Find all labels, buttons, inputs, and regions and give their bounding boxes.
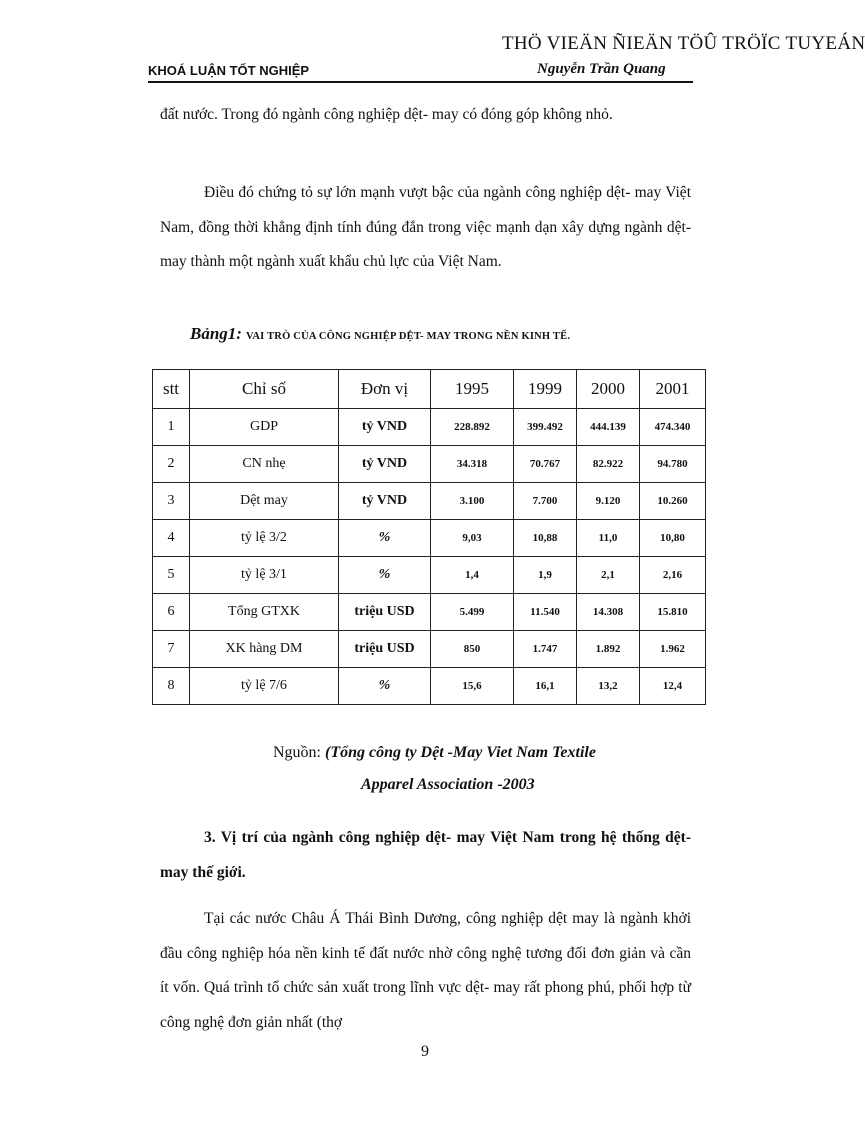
indicator-name-cell: tỷ lệ 3/1 bbox=[190, 557, 339, 594]
table-header-cell: stt bbox=[153, 370, 190, 409]
indicator-name-cell: Tổng GTXK bbox=[190, 594, 339, 631]
row-index-cell: 8 bbox=[153, 668, 190, 705]
row-index-cell: 7 bbox=[153, 631, 190, 668]
value-2001-cell: 10,80 bbox=[640, 520, 706, 557]
table-header-cell: 1999 bbox=[514, 370, 577, 409]
table-header-row bbox=[153, 370, 706, 409]
row-index-cell: 3 bbox=[153, 483, 190, 520]
unit-cell: triệu USD bbox=[339, 631, 431, 668]
watermark-header: THÖ VIEÄN ÑIEÄN TÖÛ TRÖÏC TUYEÁN bbox=[502, 33, 865, 54]
row-index-cell: 6 bbox=[153, 594, 190, 631]
page-number: 9 bbox=[421, 1043, 429, 1060]
value-2001-cell: 1.962 bbox=[640, 631, 706, 668]
row-index-cell: 2 bbox=[153, 446, 190, 483]
indicator-name-cell: tỷ lệ 7/6 bbox=[190, 668, 339, 705]
paragraph-asia-pacific bbox=[160, 902, 691, 1040]
unit-cell: % bbox=[339, 557, 431, 594]
value-2001-cell: 94.780 bbox=[640, 446, 706, 483]
section-heading bbox=[160, 821, 691, 890]
unit-cell: tỷ VND bbox=[339, 409, 431, 446]
value-2001-cell: 2,16 bbox=[640, 557, 706, 594]
value-1995-cell: 850 bbox=[431, 631, 514, 668]
unit-cell: triệu USD bbox=[339, 594, 431, 631]
value-1995-cell: 9,03 bbox=[431, 520, 514, 557]
table-row bbox=[153, 409, 706, 446]
table-header-cell: Đơn vị bbox=[339, 370, 431, 409]
indicator-name-cell: GDP bbox=[190, 409, 339, 446]
value-1999-cell: 16,1 bbox=[514, 668, 577, 705]
table-row bbox=[153, 668, 706, 705]
table-header-cell: Chỉ số bbox=[190, 370, 339, 409]
table-row bbox=[153, 594, 706, 631]
indicator-name-cell: XK hàng DM bbox=[190, 631, 339, 668]
table-caption-label: Bảng1 bbox=[190, 324, 237, 343]
value-2001-cell: 474.340 bbox=[640, 409, 706, 446]
source-citation-line1: (Tổng công ty Dệt -May Viet Nam Textile bbox=[325, 744, 596, 761]
value-2001-cell: 10.260 bbox=[640, 483, 706, 520]
unit-cell: tỷ VND bbox=[339, 446, 431, 483]
section-heading-text: 3. Vị trí của ngành công nghiệp dệt- may Việt Nam trong hệ thống dệt- may thế giới. bbox=[160, 829, 691, 881]
value-2000-cell: 444.139 bbox=[577, 409, 640, 446]
table-caption-text: VAI TRÒ CỦA CÔNG NGHIỆP DỆT- MAY TRONG NỀN KINH TẾ. bbox=[245, 331, 571, 342]
value-2000-cell: 2,1 bbox=[577, 557, 640, 594]
paragraph-asia-pacific-text: Tại các nước Châu Á Thái Bình Dương, công nghiệp dệt may là ngành khởi đầu công nghiệp hóa nền kinh tế đất nước nhờ công nghệ tương đối đơn giản và cần ít vốn. Quá trình tổ chức sản xuất trong lĩnh vực dệt- may rất phong phú, phối hợp từ công nghệ đơn giản nhất (thợ bbox=[160, 910, 691, 1031]
unit-cell: tỷ VND bbox=[339, 483, 431, 520]
value-1999-cell: 7.700 bbox=[514, 483, 577, 520]
table-row bbox=[153, 557, 706, 594]
value-2001-cell: 15.810 bbox=[640, 594, 706, 631]
unit-cell: % bbox=[339, 520, 431, 557]
unit-cell: % bbox=[339, 668, 431, 705]
paragraph-significance-text: Điều đó chứng tỏ sự lớn mạnh vượt bậc của ngành công nghiệp dệt- may Việt Nam, đồng thời khẳng định tính đúng đắn trong việc mạnh dạn xây dựng ngành dệt- may thành một ngành xuất khẩu chủ lực của Việt Nam. bbox=[160, 184, 691, 270]
table-row bbox=[153, 483, 706, 520]
value-1995-cell: 3.100 bbox=[431, 483, 514, 520]
value-2000-cell: 1.892 bbox=[577, 631, 640, 668]
value-1995-cell: 5.499 bbox=[431, 594, 514, 631]
value-1995-cell: 34.318 bbox=[431, 446, 514, 483]
value-1999-cell: 70.767 bbox=[514, 446, 577, 483]
value-1995-cell: 15,6 bbox=[431, 668, 514, 705]
table-caption bbox=[190, 324, 570, 344]
header-thesis-label: KHOÁ LUẬN TỐT NGHIỆP bbox=[148, 63, 310, 78]
table-row bbox=[153, 446, 706, 483]
value-1999-cell: 11.540 bbox=[514, 594, 577, 631]
row-index-cell: 1 bbox=[153, 409, 190, 446]
header-author-name: Nguyễn Trần Quang bbox=[537, 61, 666, 77]
indicator-name-cell: Dệt may bbox=[190, 483, 339, 520]
source-citation-line2: Apparel Association -2003 bbox=[361, 776, 535, 793]
table-row bbox=[153, 520, 706, 557]
table-row bbox=[153, 631, 706, 668]
value-1999-cell: 1,9 bbox=[514, 557, 577, 594]
data-table bbox=[152, 369, 706, 705]
value-2000-cell: 14.308 bbox=[577, 594, 640, 631]
value-2000-cell: 11,0 bbox=[577, 520, 640, 557]
table-caption-separator: : bbox=[236, 324, 242, 343]
value-2001-cell: 12,4 bbox=[640, 668, 706, 705]
value-1995-cell: 1,4 bbox=[431, 557, 514, 594]
value-2000-cell: 13,2 bbox=[577, 668, 640, 705]
indicator-name-cell: CN nhẹ bbox=[190, 446, 339, 483]
paragraph-intro: đất nước. Trong đó ngành công nghiệp dệt- may có đóng góp không nhỏ. bbox=[160, 106, 613, 123]
source-prefix: Nguồn: bbox=[273, 744, 325, 761]
source-line-2 bbox=[361, 776, 535, 794]
value-1999-cell: 1.747 bbox=[514, 631, 577, 668]
row-index-cell: 5 bbox=[153, 557, 190, 594]
table-header-cell: 2000 bbox=[577, 370, 640, 409]
value-2000-cell: 9.120 bbox=[577, 483, 640, 520]
table-header-cell: 2001 bbox=[640, 370, 706, 409]
value-2000-cell: 82.922 bbox=[577, 446, 640, 483]
value-1999-cell: 399.492 bbox=[514, 409, 577, 446]
row-index-cell: 4 bbox=[153, 520, 190, 557]
indicator-name-cell: tỷ lệ 3/2 bbox=[190, 520, 339, 557]
paragraph-significance bbox=[160, 176, 691, 280]
value-1995-cell: 228.892 bbox=[431, 409, 514, 446]
value-1999-cell: 10,88 bbox=[514, 520, 577, 557]
source-line-1 bbox=[273, 744, 596, 762]
header-divider bbox=[148, 81, 693, 83]
table-header-cell: 1995 bbox=[431, 370, 514, 409]
